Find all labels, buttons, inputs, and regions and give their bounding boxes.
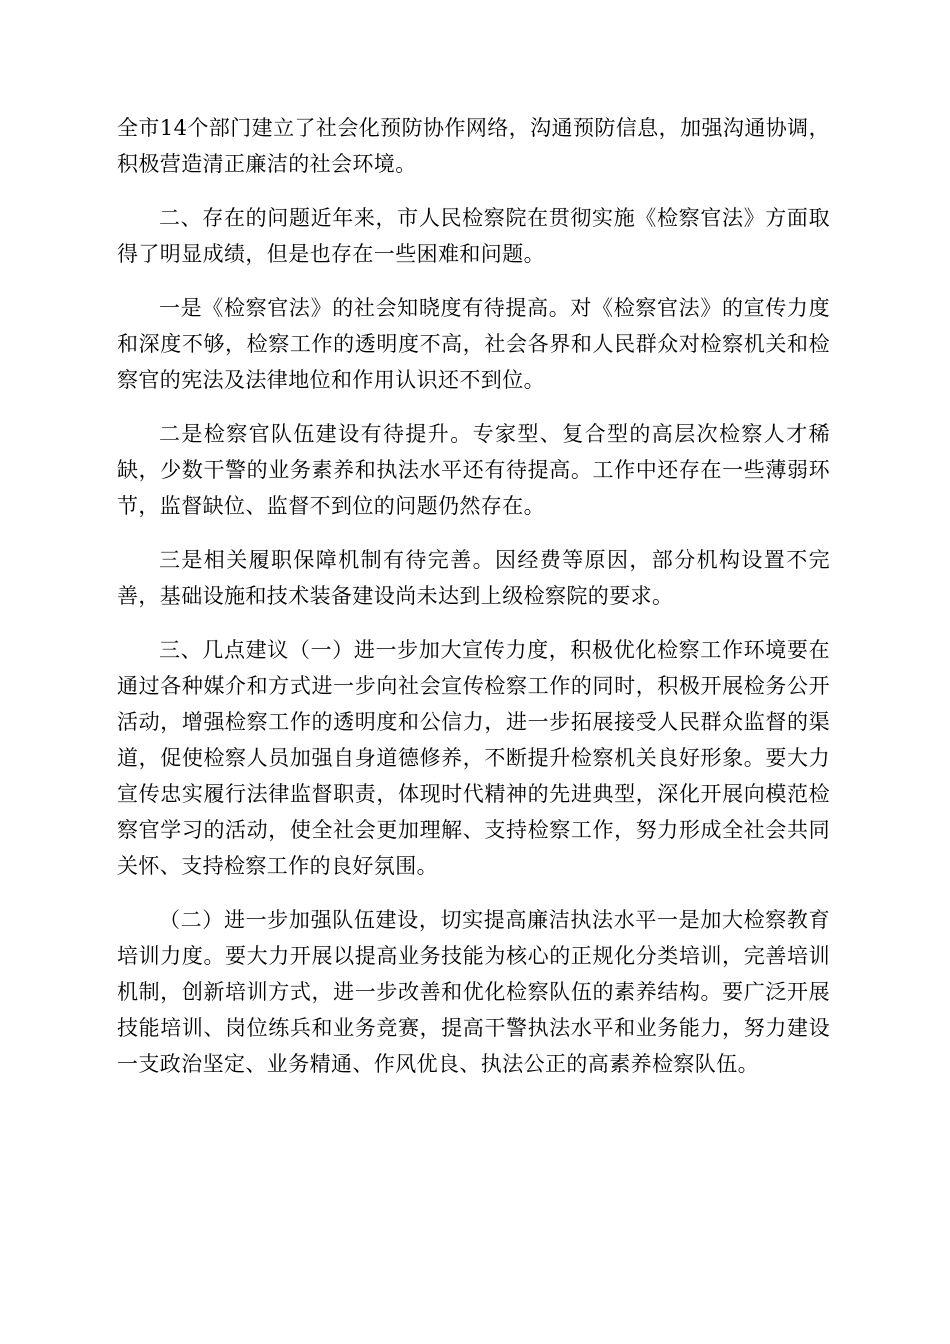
paragraph-problem-three: 三是相关履职保障机制有待完善。因经费等原因，部分机构设置不完善，基础设施和技术装备建设尚未达到上级检察院的要求。 — [117, 548, 830, 608]
paragraph-continuation: 全市14个部门建立了社会化预防协作网络，沟通预防信息，加强沟通协调，积极营造清正廉洁的社会环境。 — [117, 116, 830, 176]
paragraph-section-three-suggestions: 三、几点建议（一）进一步加大宣传力度，积极优化检察工作环境要在通过各种媒介和方式进一步向社会宣传检察工作的同时，积极开展检务公开活动，增强检察工作的透明度和公信力，进一步拓展接受人民群众监督的渠道，促使检察人员加强自身道德修养，不断提升检察机关良好形象。要大力宣传忠实履行法律监督职责，体现时代精神的先进典型，深化开展向模范检察官学习的活动，使全社会更加理解、支持检察工作，努力形成全社会共同关怀、支持检察工作的良好氛围。 — [117, 638, 830, 878]
paragraph-section-two-problems: 二、存在的问题近年来，市人民检察院在贯彻实施《检察官法》方面取得了明显成绩，但是也存在一些困难和问题。 — [117, 206, 830, 266]
paragraph-problem-two: 二是检察官队伍建设有待提升。专家型、复合型的高层次检察人才稀缺，少数干警的业务素养和执法水平还有待提高。工作中还存在一些薄弱环节，监督缺位、监督不到位的问题仍然存在。 — [117, 422, 830, 518]
paragraph-problem-one: 一是《检察官法》的社会知晓度有待提高。对《检察官法》的宣传力度和深度不够，检察工作的透明度不高，社会各界和人民群众对检察机关和检察官的宪法及法律地位和作用认识还不到位。 — [117, 296, 830, 392]
paragraph-suggestion-two: （二）进一步加强队伍建设，切实提高廉洁执法水平一是加大检察教育培训力度。要大力开展以提高业务技能为核心的正规化分类培训，完善培训机制，创新培训方式，进一步改善和优化检察队伍的素养结构。要广泛开展技能培训、岗位练兵和业务竞赛，提高干警执法水平和业务能力，努力建设一支政治坚定、业务精通、作风优良、执法公正的高素养检察队伍。 — [117, 908, 830, 1076]
